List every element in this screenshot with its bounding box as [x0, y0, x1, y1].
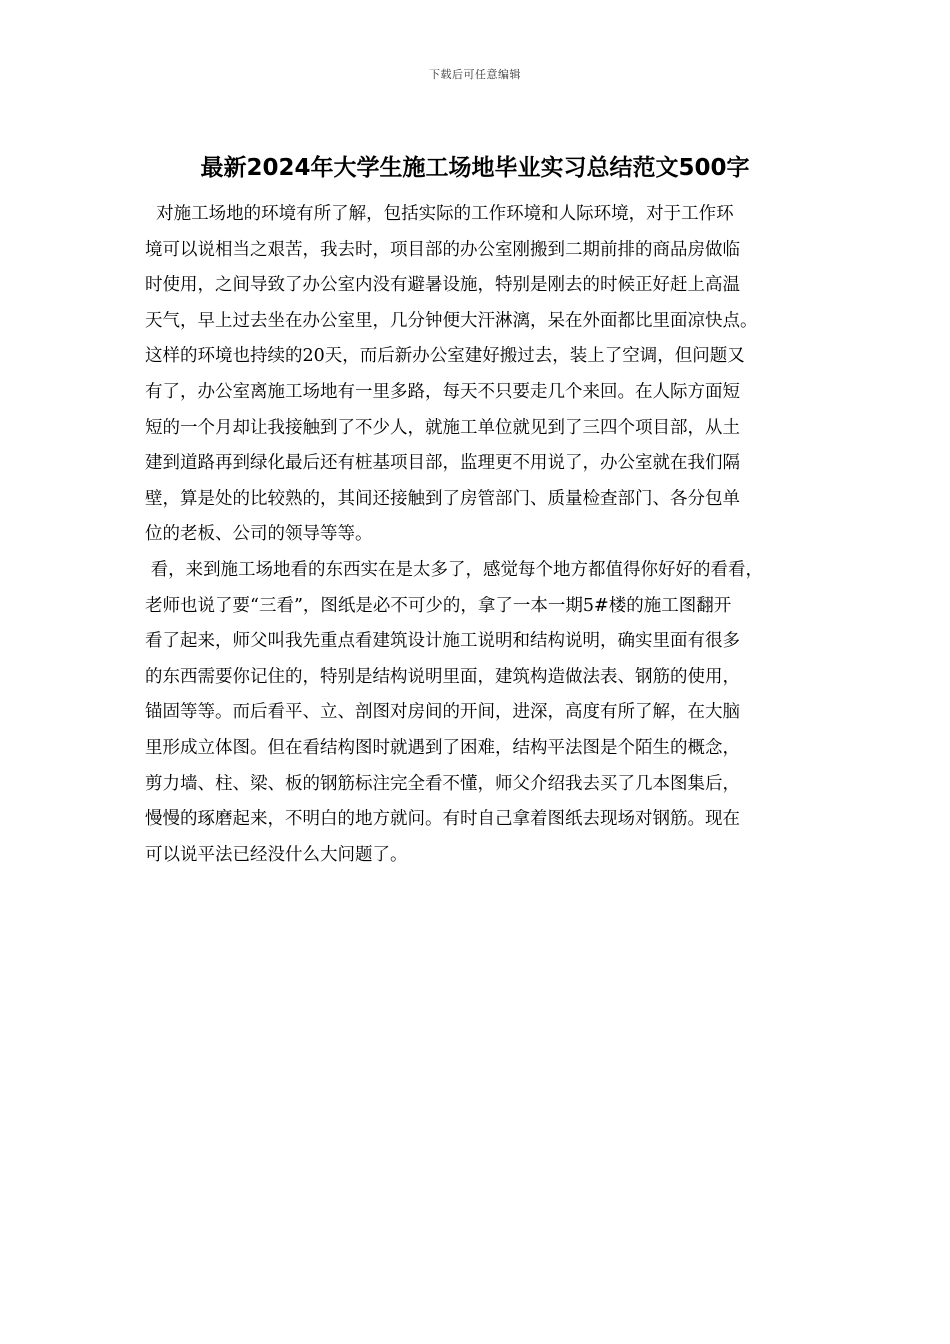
body-line: 对施工场地的环境有所了解，包括实际的工作环境和人际环境，对于工作环 [145, 204, 734, 224]
body-line: 壁，算是处的比较熟的，其间还接触到了房管部门、质量检查部门、各分包单 [145, 488, 740, 509]
body-line: 看，来到施工场地看的东西实在是太多了，感觉每个地方都值得你好好的看看， [145, 559, 764, 580]
body-line: 的东西需要你记住的，特别是结构说明里面，建筑构造做法表、钢筋的使用， [145, 666, 740, 687]
body-line: 时使用，之间导致了办公室内没有避暑设施，特别是刚去的时候正好赶上高温 [145, 275, 740, 296]
body-line: 锚固等等。而后看平、立、剖图对房间的开间，进深，高度有所了解，在大脑 [145, 702, 740, 723]
body-line: 有了，办公室离施工场地有一里多路，每天不只要走几个来回。在人际方面短 [145, 381, 740, 402]
body-line: 里形成立体图。但在看结构图时就遇到了困难，结构平法图是个陌生的概念， [145, 737, 740, 758]
body-line: 看了起来，师父叫我先重点看建筑设计施工说明和结构说明，确实里面有很多 [145, 631, 740, 652]
body-line: 这样的环境也持续的20天，而后新办公室建好搬过去，装上了空调，但问题又 [145, 346, 745, 367]
body-line: 慢慢的琢磨起来，不明白的地方就问。有时自己拿着图纸去现场对钢筋。现在 [145, 809, 740, 830]
body-line: 天气，早上过去坐在办公室里，几分钟便大汗淋漓，呆在外面都比里面凉快点。 [145, 310, 758, 331]
page-header-note: 下载后可任意编辑 [429, 68, 521, 81]
body-line: 位的老板、公司的领导等等。 [145, 524, 373, 545]
body-line: 建到道路再到绿化最后还有桩基项目部，监理更不用说了，办公室就在我们隔 [145, 453, 740, 474]
body-line: 可以说平法已经没什么大问题了。 [145, 844, 408, 865]
document-title: 最新2024年大学生施工场地毕业实习总结范文500字 [200, 155, 750, 181]
body-line: 短的一个月却让我接触到了不少人，就施工单位就见到了三四个项目部，从土 [145, 417, 740, 438]
document-body [145, 197, 825, 873]
body-line: 剪力墙、柱、梁、板的钢筋标注完全看不懂，师父介绍我去买了几本图集后， [145, 773, 740, 794]
body-line: 境可以说相当之艰苦，我去时，项目部的办公室刚搬到二期前排的商品房做临 [145, 239, 740, 260]
body-line: 老师也说了要“三看”，图纸是必不可少的，拿了一本一期5#楼的施工图翻开 [145, 595, 732, 616]
